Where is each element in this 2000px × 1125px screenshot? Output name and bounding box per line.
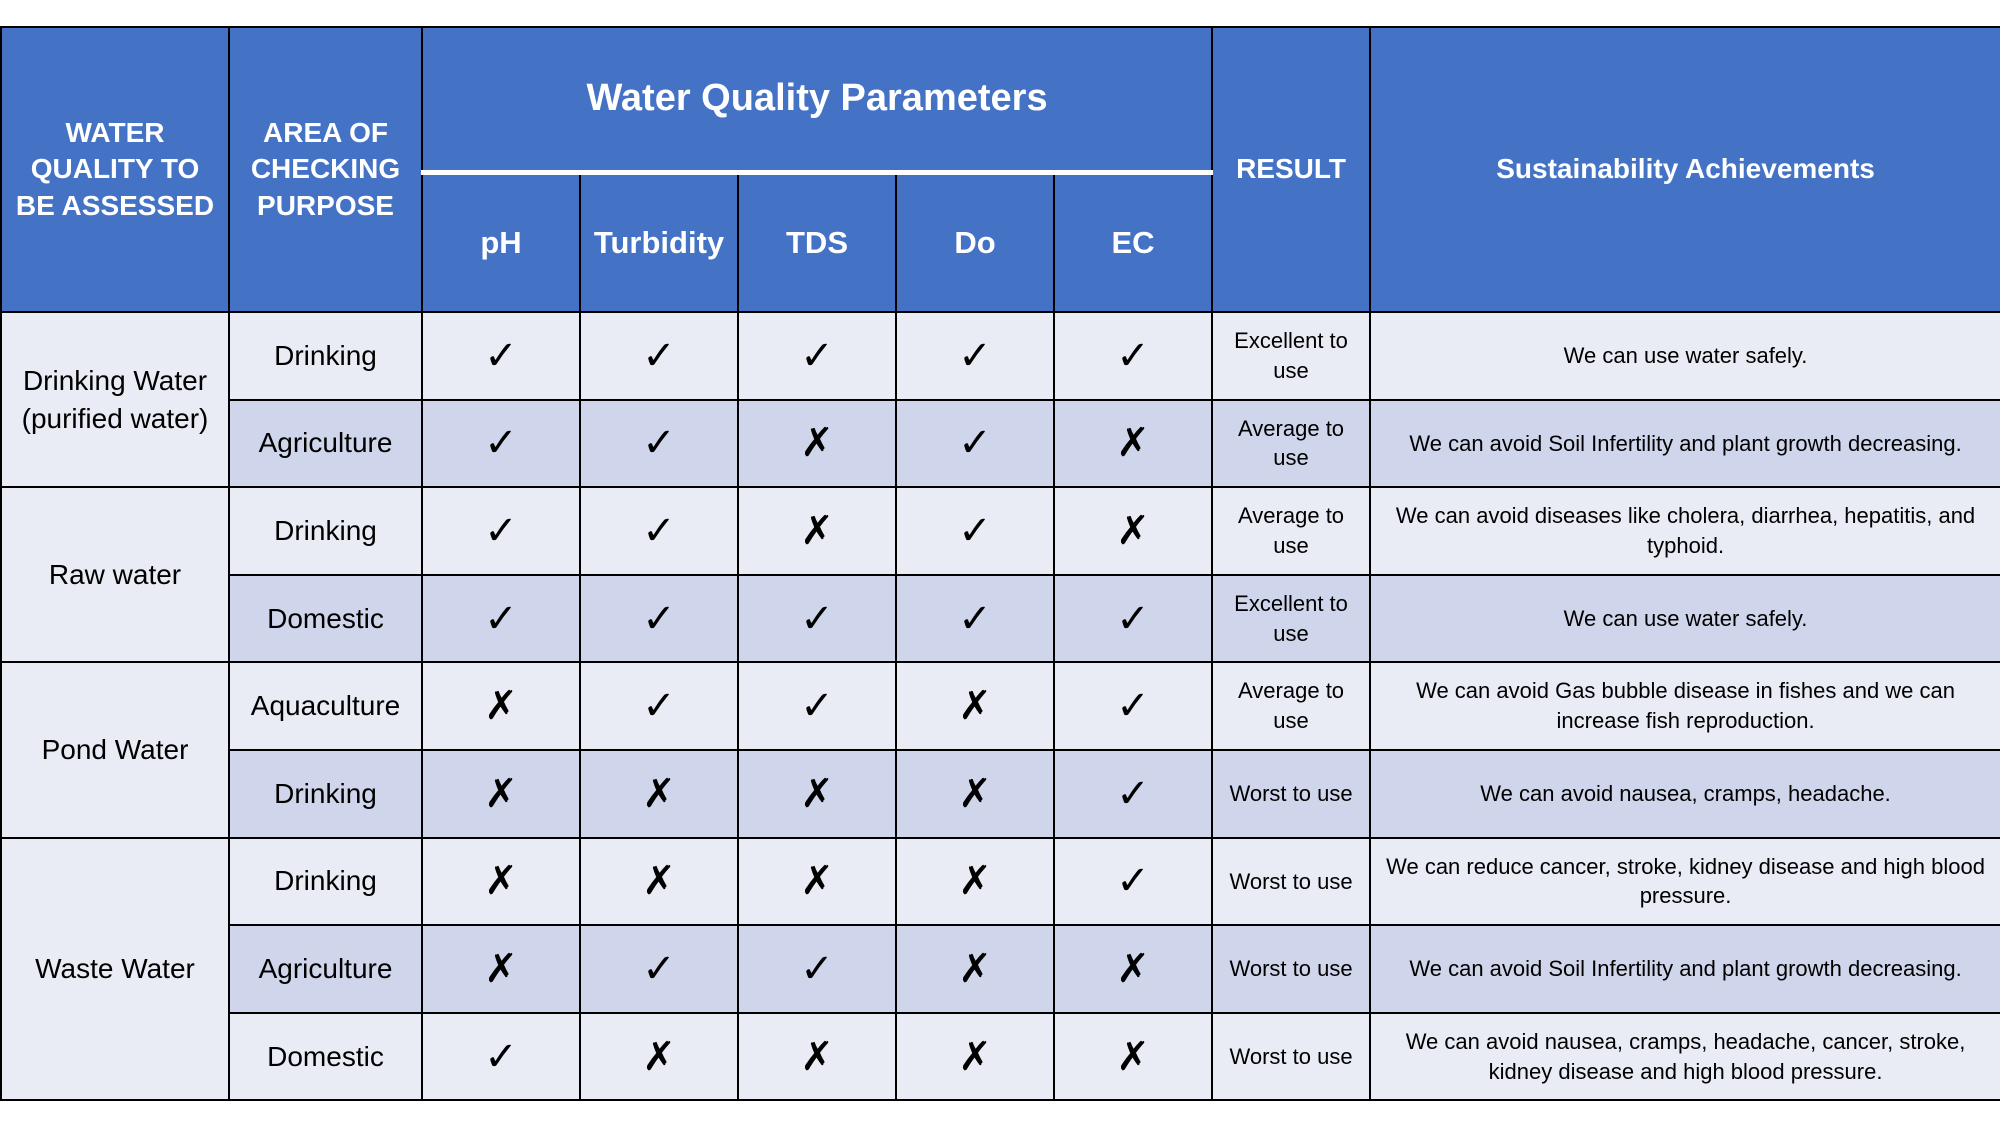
check-icon: ✓ xyxy=(484,420,518,467)
header-param-ec: EC xyxy=(1054,172,1212,312)
achievement-cell: We can avoid diseases like cholera, diarrhea, hepatitis, and typhoid. xyxy=(1370,487,2000,575)
water-category-cell: Raw water xyxy=(1,487,229,662)
param-cell-ec xyxy=(1054,838,1212,926)
achievement-cell: We can avoid Soil Infertility and plant growth decreasing. xyxy=(1370,400,2000,488)
param-cell-ec xyxy=(1054,1013,1212,1101)
param-cell-ec xyxy=(1054,662,1212,750)
cross-icon: ✗ xyxy=(958,1033,992,1080)
cross-icon: ✗ xyxy=(800,1033,834,1080)
cross-icon: ✗ xyxy=(800,420,834,467)
table-row xyxy=(1,1013,2000,1101)
check-icon: ✓ xyxy=(958,332,992,379)
check-icon: ✓ xyxy=(958,595,992,642)
cross-icon: ✗ xyxy=(642,1033,676,1080)
cross-icon: ✗ xyxy=(1116,420,1150,467)
result-cell: Excellent to use xyxy=(1212,312,1370,400)
check-icon: ✓ xyxy=(642,595,676,642)
cross-icon: ✗ xyxy=(958,683,992,730)
param-cell-ec xyxy=(1054,925,1212,1013)
table-row xyxy=(1,750,2000,838)
param-cell-ec xyxy=(1054,750,1212,838)
check-icon: ✓ xyxy=(1116,770,1150,817)
water-category-cell: Drinking Water (purified water) xyxy=(1,312,229,487)
achievement-cell: We can use water safely. xyxy=(1370,312,2000,400)
purpose-cell: Domestic xyxy=(229,1013,422,1101)
result-cell: Worst to use xyxy=(1212,750,1370,838)
check-icon: ✓ xyxy=(800,595,834,642)
table-row xyxy=(1,400,2000,488)
param-cell-ec xyxy=(1054,312,1212,400)
param-cell-do xyxy=(896,925,1054,1013)
check-icon: ✓ xyxy=(1116,332,1150,379)
param-cell-tds xyxy=(738,838,896,926)
achievement-cell: We can avoid Soil Infertility and plant growth decreasing. xyxy=(1370,925,2000,1013)
result-cell: Average to use xyxy=(1212,400,1370,488)
param-cell-do xyxy=(896,750,1054,838)
check-icon: ✓ xyxy=(484,507,518,554)
header-result: RESULT xyxy=(1212,27,1370,312)
check-icon: ✓ xyxy=(484,1033,518,1080)
cross-icon: ✗ xyxy=(484,770,518,817)
cross-icon: ✗ xyxy=(800,770,834,817)
cross-icon: ✗ xyxy=(1116,1033,1150,1080)
cross-icon: ✗ xyxy=(484,683,518,730)
check-icon: ✓ xyxy=(642,945,676,992)
header-param-ph: pH xyxy=(422,172,580,312)
check-icon: ✓ xyxy=(1116,683,1150,730)
param-cell-ph xyxy=(422,925,580,1013)
param-cell-do xyxy=(896,487,1054,575)
check-icon: ✓ xyxy=(1116,595,1150,642)
header-water-quality-parameters: Water Quality Parameters xyxy=(422,27,1212,172)
table-row xyxy=(1,575,2000,663)
param-cell-turbidity xyxy=(580,487,738,575)
param-cell-tds xyxy=(738,750,896,838)
param-cell-tds xyxy=(738,487,896,575)
param-cell-ph xyxy=(422,838,580,926)
result-cell: Worst to use xyxy=(1212,925,1370,1013)
check-icon: ✓ xyxy=(800,683,834,730)
header-param-do: Do xyxy=(896,172,1054,312)
cross-icon: ✗ xyxy=(958,945,992,992)
param-cell-do xyxy=(896,838,1054,926)
header-water-quality-assessed: WATER QUALITY TO BE ASSESSED xyxy=(1,27,229,312)
result-cell: Worst to use xyxy=(1212,838,1370,926)
purpose-cell: Domestic xyxy=(229,575,422,663)
water-category-cell: Pond Water xyxy=(1,662,229,837)
param-cell-do xyxy=(896,1013,1054,1101)
table-row xyxy=(1,662,2000,750)
cross-icon: ✗ xyxy=(1116,507,1150,554)
cross-icon: ✗ xyxy=(800,858,834,905)
param-cell-turbidity xyxy=(580,1013,738,1101)
param-cell-ec xyxy=(1054,575,1212,663)
param-cell-ph xyxy=(422,400,580,488)
result-cell: Average to use xyxy=(1212,662,1370,750)
result-cell: Worst to use xyxy=(1212,1013,1370,1101)
table-body xyxy=(1,312,2000,1100)
header-param-turbidity: Turbidity xyxy=(580,172,738,312)
param-cell-turbidity xyxy=(580,662,738,750)
check-icon: ✓ xyxy=(1116,858,1150,905)
result-cell: Average to use xyxy=(1212,487,1370,575)
param-cell-ec xyxy=(1054,487,1212,575)
param-cell-ph xyxy=(422,312,580,400)
water-category-cell: Waste Water xyxy=(1,838,229,1101)
param-cell-tds xyxy=(738,400,896,488)
purpose-cell: Drinking xyxy=(229,750,422,838)
achievement-cell: We can avoid nausea, cramps, headache, cancer, stroke, kidney disease and high blood pressure. xyxy=(1370,1013,2000,1101)
purpose-cell: Drinking xyxy=(229,312,422,400)
param-cell-turbidity xyxy=(580,750,738,838)
param-cell-tds xyxy=(738,662,896,750)
param-cell-do xyxy=(896,662,1054,750)
table-row xyxy=(1,838,2000,926)
param-cell-do xyxy=(896,575,1054,663)
check-icon: ✓ xyxy=(958,420,992,467)
purpose-cell: Agriculture xyxy=(229,925,422,1013)
result-cell: Excellent to use xyxy=(1212,575,1370,663)
param-cell-ph xyxy=(422,487,580,575)
param-cell-turbidity xyxy=(580,925,738,1013)
param-cell-ph xyxy=(422,575,580,663)
param-cell-tds xyxy=(738,1013,896,1101)
check-icon: ✓ xyxy=(642,683,676,730)
param-cell-turbidity xyxy=(580,838,738,926)
achievement-cell: We can reduce cancer, stroke, kidney disease and high blood pressure. xyxy=(1370,838,2000,926)
check-icon: ✓ xyxy=(642,332,676,379)
param-cell-tds xyxy=(738,312,896,400)
param-cell-ph xyxy=(422,662,580,750)
purpose-cell: Drinking xyxy=(229,487,422,575)
cross-icon: ✗ xyxy=(1116,945,1150,992)
cross-icon: ✗ xyxy=(642,770,676,817)
table-row xyxy=(1,312,2000,400)
param-cell-do xyxy=(896,400,1054,488)
check-icon: ✓ xyxy=(958,507,992,554)
achievement-cell: We can avoid nausea, cramps, headache. xyxy=(1370,750,2000,838)
param-cell-ec xyxy=(1054,400,1212,488)
purpose-cell: Drinking xyxy=(229,838,422,926)
param-cell-tds xyxy=(738,575,896,663)
param-cell-ph xyxy=(422,1013,580,1101)
header-area-checking-purpose: AREA OF CHECKING PURPOSE xyxy=(229,27,422,312)
check-icon: ✓ xyxy=(484,332,518,379)
header-sustainability-achievements: Sustainability Achievements xyxy=(1370,27,2000,312)
param-cell-ph xyxy=(422,750,580,838)
param-cell-do xyxy=(896,312,1054,400)
check-icon: ✓ xyxy=(800,332,834,379)
cross-icon: ✗ xyxy=(958,858,992,905)
param-cell-turbidity xyxy=(580,400,738,488)
achievement-cell: We can avoid Gas bubble disease in fishes and we can increase fish reproduction. xyxy=(1370,662,2000,750)
cross-icon: ✗ xyxy=(484,858,518,905)
header-param-tds: TDS xyxy=(738,172,896,312)
cross-icon: ✗ xyxy=(642,858,676,905)
param-cell-turbidity xyxy=(580,312,738,400)
cross-icon: ✗ xyxy=(958,770,992,817)
achievement-cell: We can use water safely. xyxy=(1370,575,2000,663)
check-icon: ✓ xyxy=(642,507,676,554)
cross-icon: ✗ xyxy=(800,507,834,554)
purpose-cell: Agriculture xyxy=(229,400,422,488)
table-row xyxy=(1,925,2000,1013)
check-icon: ✓ xyxy=(642,420,676,467)
water-quality-table xyxy=(0,26,2000,1101)
table-row xyxy=(1,487,2000,575)
param-cell-turbidity xyxy=(580,575,738,663)
purpose-cell: Aquaculture xyxy=(229,662,422,750)
cross-icon: ✗ xyxy=(484,945,518,992)
check-icon: ✓ xyxy=(800,945,834,992)
check-icon: ✓ xyxy=(484,595,518,642)
param-cell-tds xyxy=(738,925,896,1013)
